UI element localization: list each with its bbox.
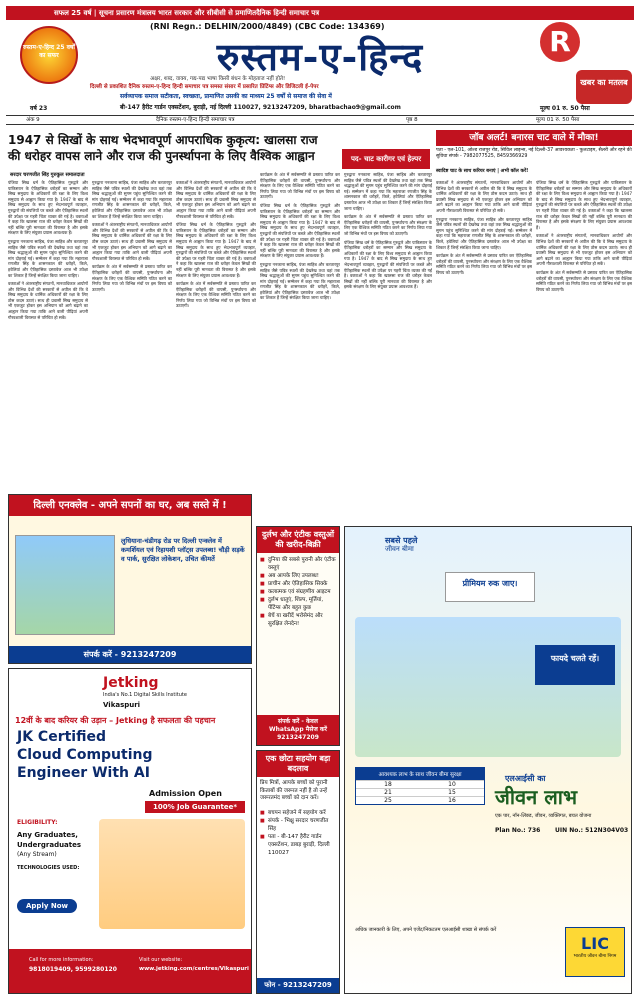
article-para: पंजिया सिख धर्म के ऐतिहासिक गुरुद्वारे और पाकिस्तान के ऐतिहासिक धरोहरों का सम्मान और सिख समुदाय के अधिकारों की रक्षा के लिए विश्व समुदाय से आह्वान किया गया है। 1947 के बाद से सिख समुदाय के साथ हुए भेदभावपूर्ण व्यवहार, गुरुद्वारों की संपत्तियों पर कब्जे और ऐतिहासिक स्थलों की उपेक्षा पर गहरी चिंता व्यक्त की गई है। वक्ताओं ने कहा कि खालसा राज की धरोहर केवल सिखों की नहीं बल्कि पूरी मानवता की विरासत है और इसके संरक्षण के लिए संयुक्त प्रयास आवश्यक हैं। [176,222,256,278]
logo-letter: R [549,25,571,58]
job-alert-title: जॉब अलर्ट! बनारस चाट वाले में मौका! [436,130,632,146]
tagline-3: सर्वव्यापक समाज सटीकता, स्वच्छता, प्रामाणित उसकी का माध्यम 25 वर्षों से समाज की सेवा में [120,93,332,100]
table-row [356,796,484,804]
jetking-admission: Admission Open [149,789,222,798]
seva-intro: प्रिय मित्रों, आपके बच्चों को पुरानी किताबों की जरूरत नहीं है तो उन्हें जरूरतमंद बच्चों को दान करें। [260,780,328,801]
badge-text: रुस्तम-ए-हिन्द 25 वर्षों का सफर [23,44,75,59]
article-col-2 [92,180,172,490]
jetking-brand: Jetking [103,675,159,691]
ad-jetking [8,668,252,994]
article-para: गुरुद्वारा ननकाना साहिब, पंजा साहिब और करतारपुर साहिब जैसे पवित्र स्थलों की देखरेख तथा वहां तक सिख श्रद्धालुओं की सुगम पहुंच सुनिश्चित करने की मांग दोहराई गई। सम्मेलन में कहा गया कि महाराजा रणजीत सिंह के शासनकाल की धरोहरें, किले, हवेलियां और ऐतिहासिक दस्तावेज आज भी उपेक्षा का शिकार हैं जिन्हें संरक्षित किया जाना चाहिए। [260,261,340,301]
article-para: वक्ताओं ने अंतरराष्ट्रीय संगठनों, मानवाधिकार आयोगों और विभिन्न देशों की सरकारों से अपील की कि वे सिख समुदाय के धार्मिक अधिकारों की रक्षा के लिए ठोस कदम उठाएं। साथ ही प्रवासी सिख समुदाय से भी एकजुट होकर इस अभियान को आगे बढ़ाने का आह्वान किया गया ताकि आने वाली पीढ़ियां अपनी गौरवशाली विरासत से परिचित हो सकें। [436,180,532,213]
jetking-center: Vikaspuri [103,701,141,709]
table-cell: 25 [384,797,392,804]
lic-plan-name: जीवन लाभ [495,785,578,809]
lic-sabse: सबसे पहले [385,536,418,545]
lic-premium: प्रीमियम रुक जाए। [462,579,518,588]
list-item: ■ प्राचीन और ऐतिहासिक सिक्के [260,580,336,588]
paper-title: रुस्तम-ए-हिन्द [216,34,424,79]
anniversary-badge [20,26,78,84]
lic-logo-text: LIC [581,934,609,953]
article-col-5 [344,172,432,522]
ad-seva [256,750,340,994]
ad-antique-contact: संपर्क करें - केवल WhatsApp मैसेज करें 9213247209 [257,715,339,745]
ad-antique-title: दुर्लभ और एंटीक वस्तुओं की खरीद-बिक्री [257,527,339,553]
list-item: ■ पता - बी-147 हैरीट गार्डन एक्सटेंशन, डाबड़ बुराड़ी, दिल्ली 110027 [260,833,336,857]
seva-contact: फोन - 9213247209 [257,978,339,993]
tagline-1: अक्षर, शब्द, वाक्य, गद्य-पद्य भाषा किसी बंधन के मोहताज नहीं होते! [150,76,286,82]
article-para: कार्यक्रम के अंत में सर्वसम्मति से प्रस्ताव पारित कर ऐतिहासिक धरोहरों की वापसी, पुनर्स्थापना और संरक्षण के लिए एक वैश्विक समिति गठित करने का निर्णय लिया गया जो विभिन्न मंचों पर इस विषय को उठाएगी। [92,264,172,292]
logo [540,22,580,62]
seva-title: एक छोटा सहयोग बड़ा बदलाव [257,751,339,777]
job-alert-contact: पता - एल-101, ओल्ड राजपुर रोड, सिविल लाइन्स, नई दिल्ली-37 आवश्यकता - फुलटाइम, सैलरी और रहने की सुविधा संपर्क - 7982077525, 8459366929 [436,148,632,159]
jetking-call-label: Call for more information: [29,957,94,963]
article-para: वक्ताओं ने अंतरराष्ट्रीय संगठनों, मानवाधिकार आयोगों और विभिन्न देशों की सरकारों से अपील की कि वे सिख समुदाय के धार्मिक अधिकारों की रक्षा के लिए ठोस कदम उठाएं। साथ ही प्रवासी सिख समुदाय से भी एकजुट होकर इस अभियान को आगे बढ़ाने का आह्वान किया गया ताकि आने वाली पीढ़ियां अपनी गौरवशाली विरासत से परिचित हो सकें। [8,281,88,320]
jetking-apply-button[interactable]: Apply Now [17,899,77,913]
lic-fayde-box [535,645,615,685]
top-strip: सफल 25 वर्ष | सूचना प्रसारण मंत्रालय भारत सरकार और सीबीसी से प्रमाणितदैनिक हिन्दी समाचार पत्र [6,6,634,20]
jetking-phones: 9818019409, 9599280120 [29,966,117,973]
byline: सरदार चरणजीत सिंह गुरुकुल समालदाता [10,172,85,178]
ad-antique-list [257,553,339,631]
article-para: वक्ताओं ने अंतरराष्ट्रीय संगठनों, मानवाधिकार आयोगों और विभिन्न देशों की सरकारों से अपील की कि वे सिख समुदाय के धार्मिक अधिकारों की रक्षा के लिए ठोस कदम उठाएं। साथ ही प्रवासी सिख समुदाय से भी एकजुट होकर इस अभियान को आगे बढ़ाने का आह्वान किया गया ताकि आने वाली पीढ़ियां अपनी गौरवशाली विरासत से परिचित हो सकें। [176,180,256,219]
ad-delhi-contact: संपर्क करें - 9213247209 [9,646,251,663]
article-col-3 [176,180,256,490]
article-para: वक्ताओं ने अंतरराष्ट्रीय संगठनों, मानवाधिकार आयोगों और विभिन्न देशों की सरकारों से अपील की कि वे सिख समुदाय के धार्मिक अधिकारों की रक्षा के लिए ठोस कदम उठाएं। साथ ही प्रवासी सिख समुदाय से भी एकजुट होकर इस अभियान को आगे बढ़ाने का आह्वान किया गया ताकि आने वाली पीढ़ियां अपनी गौरवशाली विरासत से परिचित हो सकें। [536,233,632,267]
article-para: पंजिया सिख धर्म के ऐतिहासिक गुरुद्वारे और पाकिस्तान के ऐतिहासिक धरोहरों का सम्मान और सिख समुदाय के अधिकारों की रक्षा के लिए विश्व समुदाय से आह्वान किया गया है। 1947 के बाद से सिख समुदाय के साथ हुए भेदभावपूर्ण व्यवहार, गुरुद्वारों की संपत्तियों पर कब्जे और ऐतिहासिक स्थलों की उपेक्षा पर गहरी चिंता व्यक्त की गई है। वक्ताओं ने कहा कि खालसा राज की धरोहर केवल सिखों की नहीं बल्कि पूरी मानवता की विरासत है और इसके संरक्षण के लिए संयुक्त प्रयास आवश्यक हैं। [8,180,88,236]
jetking-course-2: Cloud Computing [17,747,153,763]
jetking-headline: 12वीं के बाद करियर की उड़ान – Jetking है सफलता की पहचान [15,716,216,725]
paper-sub: दैनिक रुस्तम-ए-हिन्द हिन्दी समाचार पत्र [156,117,235,123]
list-item: ■ दुर्लभ धातुएं, शिल्प, मूर्तियां, पेंटिंग्स और बहुत कुछ [260,596,336,612]
article-para: कार्यक्रम के अंत में सर्वसम्मति से प्रस्ताव पारित कर ऐतिहासिक धरोहरों की वापसी, पुनर्स्थापना और संरक्षण के लिए एक वैश्विक समिति गठित करने का निर्णय लिया गया जो विभिन्न मंचों पर इस विषय को उठाएगी। [344,214,432,236]
table-cell: 15 [448,789,456,796]
lic-family-image [355,617,621,757]
article-para: गुरुद्वारा ननकाना साहिब, पंजा साहिब और करतारपुर साहिब जैसे पवित्र स्थलों की देखरेख तथा वहां तक सिख श्रद्धालुओं की सुगम पहुंच सुनिश्चित करने की मांग दोहराई गई। सम्मेलन में कहा गया कि महाराजा रणजीत सिंह के शासनकाल की धरोहरें, किले, हवेलियां और ऐतिहासिक दस्तावेज आज भी उपेक्षा का शिकार हैं जिन्हें संरक्षित किया जाना चाहिए। [436,216,532,250]
article-col-6 [436,180,532,522]
seva-list [257,806,339,860]
table-cell: 16 [448,797,456,804]
page-no: पृष्ठ 8 [406,117,418,123]
jetking-guarantee: 100% Job Guarantee* [145,801,245,813]
lic-fayde: फायदे चलते रहें। [550,654,600,663]
table-cell: 10 [448,781,456,788]
jetking-course-1: JK Certified [17,729,106,745]
article-para: गुरुद्वारा ननकाना साहिब, पंजा साहिब और करतारपुर साहिब जैसे पवित्र स्थलों की देखरेख तथा वहां तक सिख श्रद्धालुओं की सुगम पहुंच सुनिश्चित करने की मांग दोहराई गई। सम्मेलन में कहा गया कि महाराजा रणजीत सिंह के शासनकाल की धरोहरें, किले, हवेलियां और ऐतिहासिक दस्तावेज आज भी उपेक्षा का शिकार हैं जिन्हें संरक्षित किया जाना चाहिए। [8,238,88,278]
jetking-tech: TECHNOLOGIES USED: [17,865,80,871]
article-para: गुरुद्वारा ननकाना साहिब, पंजा साहिब और करतारपुर साहिब जैसे पवित्र स्थलों की देखरेख तथा वहां तक सिख श्रद्धालुओं की सुगम पहुंच सुनिश्चित करने की मांग दोहराई गई। सम्मेलन में कहा गया कि महाराजा रणजीत सिंह के शासनकाल की धरोहरें, किले, हवेलियां और ऐतिहासिक दस्तावेज आज भी उपेक्षा का शिकार हैं जिन्हें संरक्षित किया जाना चाहिए। [344,172,432,211]
ad-delhi-image [15,535,115,635]
list-item: ■ दुनिया की सबसे पुरानी और एंटीक वस्तुएं [260,556,336,572]
article-para: कार्यक्रम के अंत में सर्वसम्मति से प्रस्ताव पारित कर ऐतिहासिक धरोहरों की वापसी, पुनर्स्थापना और संरक्षण के लिए एक वैश्विक समिति गठित करने का निर्णय लिया गया जो विभिन्न मंचों पर इस विषय को उठाएगी। [176,281,256,309]
lic-footer: अधिक जानकारी के लिए, अपने एजेंट/निकटतम एलआईसी शाखा से संपर्क करें [355,927,497,933]
ad-delhi-enclave [8,494,252,664]
sub-strip [6,115,634,125]
article-para: पंजिया सिख धर्म के ऐतिहासिक गुरुद्वारे और पाकिस्तान के ऐतिहासिक धरोहरों का सम्मान और सिख समुदाय के अधिकारों की रक्षा के लिए विश्व समुदाय से आह्वान किया गया है। 1947 के बाद से सिख समुदाय के साथ हुए भेदभावपूर्ण व्यवहार, गुरुद्वारों की संपत्तियों पर कब्जे और ऐतिहासिक स्थलों की उपेक्षा पर गहरी चिंता व्यक्त की गई है। वक्ताओं ने कहा कि खालसा राज की धरोहर केवल सिखों की नहीं बल्कि पूरी मानवता की विरासत है और इसके संरक्षण के लिए संयुक्त प्रयास आवश्यक हैं। [344,239,432,290]
lic-plan-desc: एक पार, नॉन-लिंक्ड, जीवन, व्यक्तिगत, बचत योजना [495,813,592,819]
list-item: ■ संपर्क - भिक्षु सरदार चरणजीत सिंह [260,817,336,833]
list-item: ■ कलात्मक एवं संग्रहणीय आइटम [260,588,336,596]
article-para: गुरुद्वारा ननकाना साहिब, पंजा साहिब और करतारपुर साहिब जैसे पवित्र स्थलों की देखरेख तथा वहां तक सिख श्रद्धालुओं की सुगम पहुंच सुनिश्चित करने की मांग दोहराई गई। सम्मेलन में कहा गया कि महाराजा रणजीत सिंह के शासनकाल की धरोहरें, किले, हवेलियां और ऐतिहासिक दस्तावेज आज भी उपेक्षा का शिकार हैं जिन्हें संरक्षित किया जाना चाहिए। [92,180,172,219]
article-para: पंजिया सिख धर्म के ऐतिहासिक गुरुद्वारे और पाकिस्तान के ऐतिहासिक धरोहरों का सम्मान और सिख समुदाय के अधिकारों की रक्षा के लिए विश्व समुदाय से आह्वान किया गया है। 1947 के बाद से सिख समुदाय के साथ हुए भेदभावपूर्ण व्यवहार, गुरुद्वारों की संपत्तियों पर कब्जे और ऐतिहासिक स्थलों की उपेक्षा पर गहरी चिंता व्यक्त की गई है। वक्ताओं ने कहा कि खालसा राज की धरोहर केवल सिखों की नहीं बल्कि पूरी मानवता की विरासत है और इसके संरक्षण के लिए संयुक्त प्रयास आवश्यक हैं। [536,180,632,230]
table-cell: 21 [384,789,392,796]
article-para: कार्यक्रम के अंत में सर्वसम्मति से प्रस्ताव पारित कर ऐतिहासिक धरोहरों की वापसी, पुनर्स्थापना और संरक्षण के लिए एक वैश्विक समिति गठित करने का निर्णय लिया गया जो विभिन्न मंचों पर इस विषय को उठाएगी। [260,172,340,200]
list-item: ■ बचपन सहेजने में सहयोग करें [260,809,336,817]
jetking-url: www.jetking.com/centres/Vikaspuri [139,966,249,972]
ad-delhi-title: दिल्ली एनक्लेव - अपने सपनों का घर, अब सस्ते में ! [9,495,251,516]
jetking-elig-3: (Any Stream) [17,851,57,858]
lic-logo [565,927,625,977]
table-row [356,780,484,788]
lic-brand: एलआईसी का [505,774,546,783]
logo-caption: खबर का मतलब [576,70,632,104]
article-para: वक्ताओं ने अंतरराष्ट्रीय संगठनों, मानवाधिकार आयोगों और विभिन्न देशों की सरकारों से अपील की कि वे सिख समुदाय के धार्मिक अधिकारों की रक्षा के लिए ठोस कदम उठाएं। साथ ही प्रवासी सिख समुदाय से भी एकजुट होकर इस अभियान को आगे बढ़ाने का आह्वान किया गया ताकि आने वाली पीढ़ियां अपनी गौरवशाली विरासत से परिचित हो सकें। [92,222,172,261]
jetking-visit-label: Visit our website: [139,957,183,963]
jetking-course-3: Engineer With AI [17,765,150,781]
article-col-4 [260,172,340,490]
lic-insurance: जीवन बीमा [385,545,414,553]
lic-table [355,767,485,805]
jetking-sub: India's No.1 Digital Skills Institute [103,692,187,698]
tagline-2: दिल्ली से प्रकाशित दैनिक रुस्तम-ए-हिन्द हिन्दी समाचार पत्र समस्त संसार में प्रसारित प्रिंटिंग्स और डिजिटली ई-पेपर [90,84,319,90]
article-col-1 [8,180,88,490]
lic-table-title: आवश्यक लाभ के साथ जीवन बीमा सुरक्षा [356,768,484,780]
list-item: ■ अब आपके लिए उपलब्ध! [260,572,336,580]
lead-headline-1: 1947 से सिखों के साथ भेदभावपूर्ण आपराधिक कुकृत्य: खालसा राज [8,133,318,147]
ad-delhi-text: लुधियाना-चंडीगढ़ रोड पर दिल्ली एन्क्लेव में कमर्शियल एवं रिहायशी प्लॉट्स उपलब्ध! चौड़ी सड़कें व पार्क, सुरक्षित लोकेशन, उचित कीमतें [121,537,245,563]
jetking-elig-label: ELIGIBILITY: [17,819,58,826]
lic-premium-box [445,572,535,602]
jetking-students-image [99,819,245,929]
article-para: कार्यक्रम के अंत में सर्वसम्मति से प्रस्ताव पारित कर ऐतिहासिक धरोहरों की वापसी, पुनर्स्थापना और संरक्षण के लिए एक वैश्विक समिति गठित करने का निर्णय लिया गया जो विभिन्न मंचों पर इस विषय को उठाएगी। [536,269,632,292]
address-line: बी-147 हैरीट गार्डन एक्सटेंशन, बुराड़ी, नई दिल्ली 110027, 9213247209, bharatbachao9@gmail.com [120,104,401,111]
jetking-elig-2: Undergraduates [17,841,82,849]
article-para: कार्यक्रम के अंत में सर्वसम्मति से प्रस्ताव पारित कर ऐतिहासिक धरोहरों की वापसी, पुनर्स्थापना और संरक्षण के लिए एक वैश्विक समिति गठित करने का निर्णय लिया गया जो विभिन्न मंचों पर इस विषय को उठाएगी। [436,253,532,275]
rni-line: (RNI Regn.: DELHIN/2000/4849) (CBC Code: 134369) [150,22,385,31]
lic-plan-no: Plan No.: 736 [495,827,541,834]
list-item: ■ बेचें या खरीदें भरोसेमंद और सुरक्षित लेनदेन! [260,612,336,628]
table-row [356,788,484,796]
article-col-7 [536,180,632,522]
price-sub: मूल्य 01 रु. 50 पैसा [536,117,580,123]
price-label: मूल्य 01 रु. 50 पैसा [540,105,590,112]
ad-antique [256,526,340,746]
ad-lic [344,526,632,994]
lic-uin: UIN No.: 512N304V03 [555,827,629,834]
jetking-elig-1: Any Graduates, [17,831,78,839]
issue-no: अंक 9 [26,117,40,123]
year-label: वर्ष 23 [30,105,48,112]
article-para: पंजिया सिख धर्म के ऐतिहासिक गुरुद्वारे और पाकिस्तान के ऐतिहासिक धरोहरों का सम्मान और सिख समुदाय के अधिकारों की रक्षा के लिए विश्व समुदाय से आह्वान किया गया है। 1947 के बाद से सिख समुदाय के साथ हुए भेदभावपूर्ण व्यवहार, गुरुद्वारों की संपत्तियों पर कब्जे और ऐतिहासिक स्थलों की उपेक्षा पर गहरी चिंता व्यक्त की गई है। वक्ताओं ने कहा कि खालसा राज की धरोहर केवल सिखों की नहीं बल्कि पूरी मानवता की विरासत है और इसके संरक्षण के लिए संयुक्त प्रयास आवश्यक हैं। [260,202,340,259]
lead-headline-2: की धरोहर वापस लाने और राज की पुनर्स्थापना के लिए वैश्विक आह्वान [8,149,315,163]
job-alert-role: पद- चाट कारीगर एवं हेल्पर [342,149,430,169]
lic-logo-sub: भारतीय जीवन बीमा निगम [573,954,617,959]
job-alert-note: स्वादिष्ट चाट के साथ करियर बनाएं | अभी कॉल करें! [436,169,529,174]
table-cell: 18 [384,781,392,788]
jetking-footer [9,949,251,993]
